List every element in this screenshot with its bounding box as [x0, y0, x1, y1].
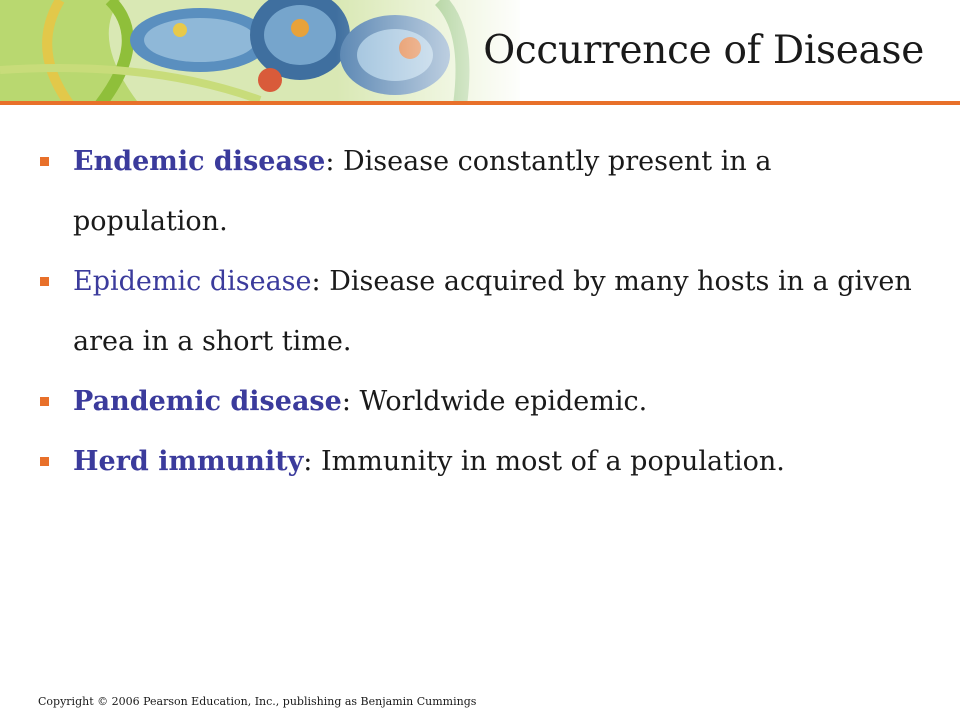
- bullet-herd-immunity: [40, 432, 920, 492]
- copyright-footer: Copyright © 2006 Pearson Education, Inc., publishing as Benjamin Cummings: [38, 695, 477, 708]
- bullet-list: [40, 132, 920, 492]
- slide-title: Occurrence of Disease: [483, 28, 924, 73]
- square-bullet-icon: [40, 157, 49, 166]
- bullet-endemic: [40, 132, 920, 252]
- square-bullet-icon: [40, 277, 49, 286]
- definition-epidemic-disease: : Disease acquired by many hosts in a given area in a short time.: [73, 266, 912, 357]
- term-herd-immunity: Herd immunity: [73, 446, 304, 477]
- definition-pandemic-disease: : Worldwide epidemic.: [341, 386, 648, 417]
- term-pandemic-disease: Pandemic disease: [73, 386, 342, 417]
- term-epidemic-disease: Epidemic disease: [73, 266, 312, 297]
- title-underline: [0, 101, 960, 105]
- term-endemic-disease: Endemic disease: [73, 146, 326, 177]
- definition-herd-immunity: : Immunity in most of a population.: [303, 446, 785, 477]
- square-bullet-icon: [40, 397, 49, 406]
- bullet-pandemic: [40, 372, 920, 432]
- bullet-epidemic: [40, 252, 920, 372]
- square-bullet-icon: [40, 457, 49, 466]
- definition-endemic-disease: : Disease constantly present in a population.: [73, 146, 772, 237]
